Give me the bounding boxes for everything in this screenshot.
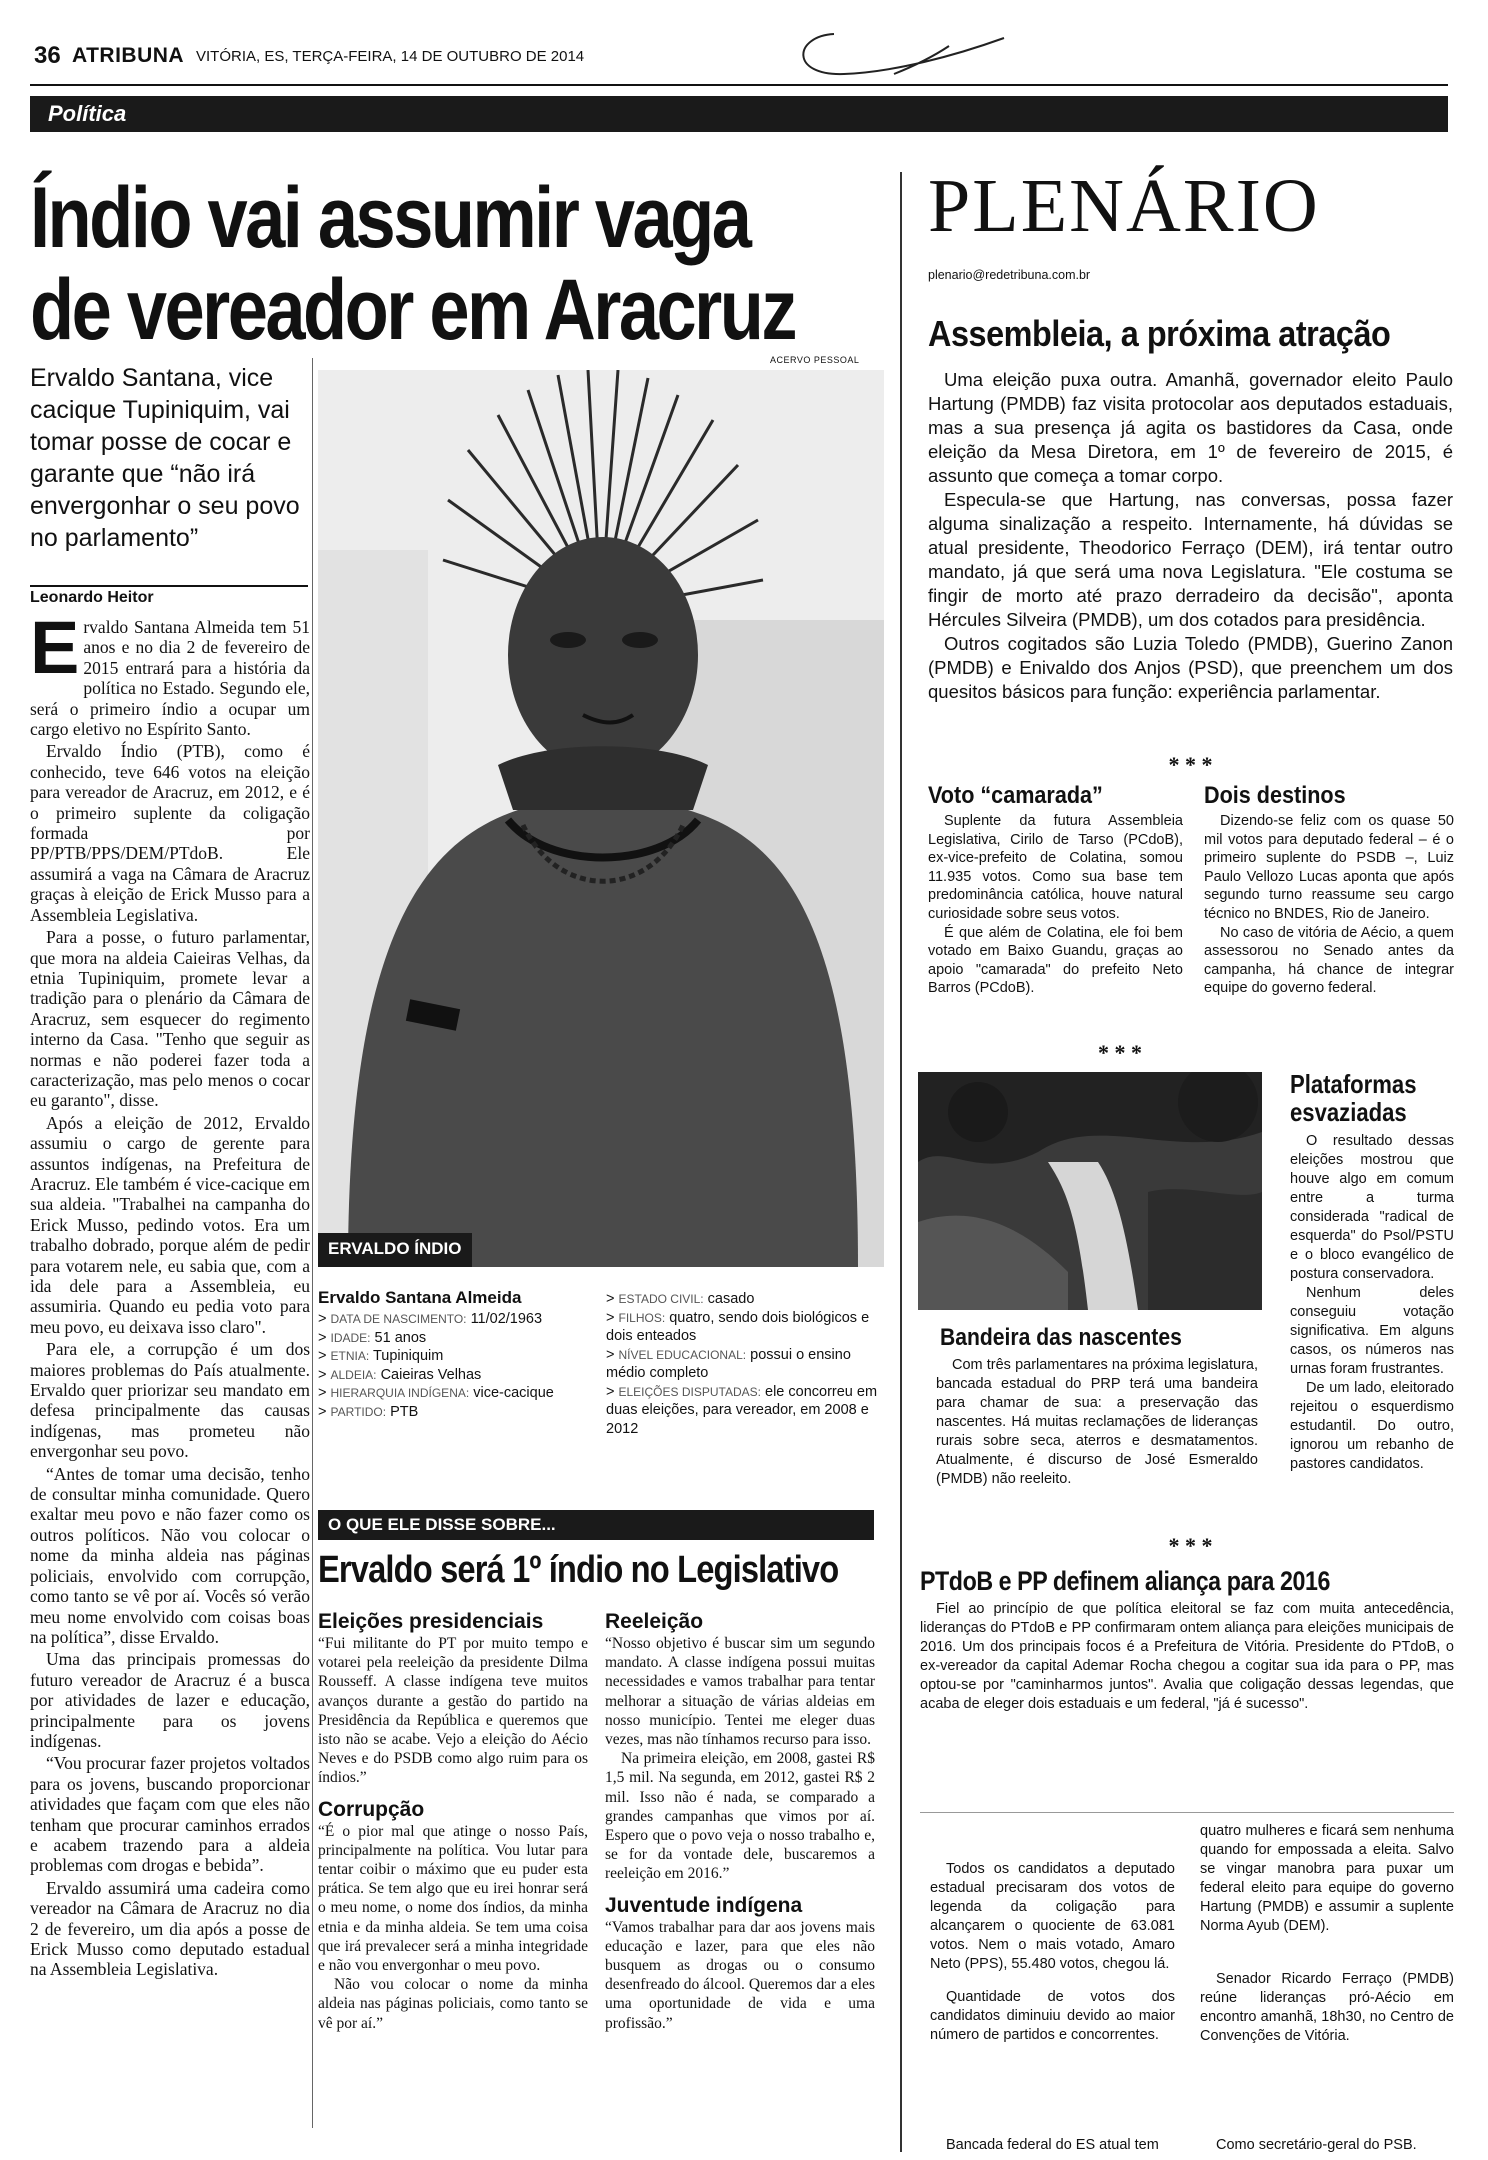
waterfall-photo <box>918 1072 1262 1310</box>
bottom-box-rule <box>920 1812 1454 1813</box>
column-divider <box>312 358 313 2128</box>
ptdob-paragraph: Fiel ao princípio de que política eleitoral se faz com muita antecedência, lideranças do PTdoB e PP confirmaram ontem aliança para eleições municipais de 2016. Um dos principais focos é a Prefeitura de Vitória. Presidente do PTdoB, o ex-vereador da capital Ademar Rocha chegou a cogitar sua ida para o PP, mas optou-se por "caminharmos juntos". Avalia que coligação dessas legendas, que acaba de eleger dois estaduais e um federal, "já é sucesso". <box>920 1601 1454 1712</box>
plenario-divider <box>900 172 902 2152</box>
profile-left <box>318 1310 598 1421</box>
profile-item: > DATA DE NASCIMENTO: 11/02/1963 <box>318 1311 543 1327</box>
plataformas-paragraph: De um lado, eleitorado rejeitou o esquerdismo estudantil. Do outro, ignorou um rebanho de pastores candidatos. <box>1290 1380 1454 1472</box>
said-paragraph: “Fui militante do PT por muito tempo e votarei pela reeleição da presidente Dilma Rousseff. A classe indígena teve muitos avanços durante a gestão do partido na Presidência da República e queremos que isto não se acabe. Vejo a eleição do Aécio Neves e do PSDB como algo ruim para os índios.” <box>318 1635 588 1787</box>
plataformas-title: Plataformas esvaziadas <box>1290 1069 1417 1127</box>
body-paragraph: Uma das principais promessas do futuro vereador de Aracruz é a busca por atividades de lazer e educação, principalmente para os jovens indígenas. <box>30 1649 310 1751</box>
separator-stars: * * * <box>1168 1533 1213 1558</box>
said-column-1 <box>318 1610 588 2033</box>
newspaper-name: ATRIBUNA <box>72 44 185 67</box>
separator-stars: * * * <box>1168 752 1213 777</box>
bottom-paragraph: quatro mulheres e ficará sem nenhuma quando for empossada a eleita. Salvo se vingar manobra para puxar um federal eleito para equipe do governo Hartung (PMDB) e assumir a suplente Norma Ayub (DEM). <box>1200 1823 1454 1934</box>
bandeira-paragraph: Com três parlamentares na próxima legislatura, bancada estadual do PRP terá uma bandeira para chamar de sua: a preservação das nascentes. Há muitas reclamações de lideranças rurais sobre seca, aterros e desmatamentos. Atualmente, é discurso de José Esmeraldo (PMDB) não reeleito. <box>936 1357 1258 1487</box>
voto-paragraph: É que além de Colatina, ele foi bem votado em Baixo Guandu, graças ao apoio "camarada" do prefeito Neto Barros (PCdoB). <box>928 924 1183 997</box>
bottom-box-left <box>930 1860 1175 1974</box>
main-headline <box>30 170 795 358</box>
page-header <box>34 40 1474 74</box>
bottom-paragraph: Todos os candidatos a deputado estadual precisaram dos votos de legenda da coligação para alcançarem o quociente de 63.081 votos. Nem o mais votado, Amaro Neto (PPS), 55.480 votos, chegou lá. <box>930 1861 1175 1972</box>
deck: Ervaldo Santana, vice cacique Tupiniquim, vai tomar posse de cocar e garante que “não irá envergonhar o seu povo no parlamento” <box>30 364 300 552</box>
body-paragraph: Após a eleição de 2012, Ervaldo assumiu o cargo de gerente para assuntos indígenas, na Prefeitura de Aracruz. Ele também é vice-cacique em sua aldeia. "Trabalhei na campanha do Erick Musso, pedindo votos. Era um trabalho dobrado, porque além de pedir para votarem nele, eu sabia que, com a ida dele para a Assembleia, eu assumiria. Quando eu pedia voto para meu povo, eu deixava isso claro". <box>30 1112 310 1337</box>
ptdob-body <box>920 1600 1454 1714</box>
bandeira-body <box>936 1356 1258 1489</box>
said-paragraph: “É o pior mal que atinge o nosso País, principalmente na política. Vou lutar para tentar coibir o máximo que eu puder esta prática. Se tem algo que eu irei honrar será o meu nome, o nome dos índios, da minha etnia e da minha aldeia. Se tem uma coisa que irá prevalecer será a minha integridade e não vou envergonhar o meu povo. <box>318 1822 588 1975</box>
said-paragraph: Não vou colocar o nome da minha aldeia nas páginas policiais, como tanto se vê por aí.” <box>318 1976 588 2032</box>
said-title: Corrupção <box>318 1797 425 1821</box>
profile-item: > FILHOS: quatro, sendo dois biológicos e dois enteados <box>606 1309 870 1344</box>
dateline: VITÓRIA, ES, TERÇA-FEIRA, 14 DE OUTUBRO DE 2014 <box>196 48 585 65</box>
said-title: Reeleição <box>605 1610 704 1633</box>
profile-item: > NÍVEL EDUCACIONAL: possui o ensino médio completo <box>606 1346 851 1381</box>
profile-name: Ervaldo Santana Almeida <box>318 1288 522 1307</box>
lead-title: Assembleia, a próxima atração <box>928 313 1391 354</box>
body-paragraph: “Vou procurar fazer projetos voltados para os jovens, buscando proporcionar atividades que façam com que eles não tenham que procurar caminhos errados e acabem trazendo para a aldeia problemas com drogas e bebida”. <box>30 1753 310 1876</box>
profile-item: > PARTIDO: PTB <box>318 1403 419 1420</box>
bottom-paragraph: Como secretário-geral do PSB. <box>1216 2137 1417 2153</box>
lead-paragraph: Ervaldo Santana Almeida tem 51 anos e no dia 2 de fevereiro de 2015 entrará para a história da política no Estado. Segundo ele, será o primeiro índio a ocupar um cargo eletivo no Espírito Santo. <box>30 606 310 740</box>
lead-paragraph: Uma eleição puxa outra. Amanhã, governador eleito Paulo Hartung (PMDB) faz visita protocolar aos deputados estaduais, mas a sua presença já agita os bastidores da Casa, onde eleição da Mesa Diretora, em 1º de fevereiro de 2015, é assunto que começa a tomar corpo. <box>928 369 1453 486</box>
plenario-email: plenario@redetribuna.com.br <box>928 268 1091 282</box>
profile-item: > ESTADO CIVIL: casado <box>606 1291 755 1307</box>
lead-paragraph: Especula-se que Hartung, nas conversas, possa fazer alguma sinalização a respeito. Internamente, há dúvidas se atual presidente, Theodorico Ferraço (DEM), irá tentar outro mandato, já que será uma nova Legislatura. "Ele costuma se fingir de morto até prazo derradeiro da decisão", aponta Hércules Silveira (PMDB), um dos cotados para presidência. <box>928 489 1453 630</box>
bottom-paragraph: Quantidade de votos dos candidatos diminuiu devido ao maior número de partidos e concorrentes. <box>930 1989 1175 2043</box>
ptdob-title: PTdoB e PP definem aliança para 2016 <box>920 1566 1330 1596</box>
bottom-paragraph: Bancada federal do ES atual tem <box>946 2137 1159 2153</box>
handwritten-mark-icon <box>774 26 1014 86</box>
said-banner-label: O QUE ELE DISSE SOBRE... <box>328 1515 556 1534</box>
section-bar <box>30 96 1448 132</box>
voto-body <box>928 812 1183 998</box>
said-paragraph: Na primeira eleição, em 2008, gastei R$ 1,5 mil. Na segunda, em 2012, gastei R$ 2 mil. Isso não é nada, se comparado a grandes campanhas que vimos por aí. Espero que o povo veja o nosso trabalho e, se for da vontade dele, buscaremos a reeleição em 2016.” <box>605 1750 875 1883</box>
profile-item: > ETNIA: Tupiniquim <box>318 1348 444 1364</box>
bandeira-title: Bandeira das nascentes <box>940 1324 1182 1351</box>
profile-item: > ALDEIA: Caieiras Velhas <box>318 1366 482 1383</box>
said-paragraph: “Nosso objetivo é buscar sim um segundo mandato. A classe indígena possui muitas necessidades e vamos trabalhar para tentar melhorar a situação de várias aldeias em nosso município. Tentei me eleger duas vezes, mas não tínhamos recurso para isso. <box>605 1635 875 1749</box>
body-paragraph: Para a posse, o futuro parlamentar, que mora na aldeia Caieiras Velhas, da etnia Tupiniquim, promete levar a tradição para o plenário da Câmara de Aracruz, sem esquecer do regimento interno da Casa. "Tenho que seguir as normas e não poderei fazer toda a caracterização, mas pelo menos o cocar eu garanto", disse. <box>30 927 310 1111</box>
article-body <box>30 606 310 1982</box>
profile-item: > IDADE: 51 anos <box>318 1329 427 1346</box>
dois-title: Dois destinos <box>1204 782 1346 809</box>
dois-paragraph: No caso de vitória de Aécio, a quem assessorou no Senado antes da campanha, há chance de integrar equipe do governo federal. <box>1204 924 1454 997</box>
body-paragraph: Ervaldo Índio (PTB), como é conhecido, teve 646 votos na eleição para vereador de Aracruz, em 2012, e é o primeiro suplente da coligação formada por PP/PTB/PPS/DEM/PTdoB. Ele assumirá a vaga na Câmara de Aracruz graças à eleição de Erick Musso para a Assembleia Legislativa. <box>30 741 310 925</box>
bottom-box-right-3 <box>1200 2136 1454 2155</box>
portrait-illustration <box>318 370 884 1267</box>
said-paragraph: “Vamos trabalhar para dar aos jovens mais educação e lazer, para que eles não busquem as drogas ou o consumo desenfreado do álcool. Queremos dar a eles uma oportunidade de vida e uma profissão.” <box>605 1918 875 2032</box>
byline: Leonardo Heitor <box>30 589 154 606</box>
headline-line-2: de vereador em Aracruz <box>30 262 795 358</box>
body-paragraph: Para ele, a corrupção é um dos maiores problemas do País atualmente. Ervaldo quer priorizar seu mandato em defesa principalmente das causas indígenas, mas prometeu não envergonhar seu povo. <box>30 1339 310 1462</box>
bottom-box-left-3 <box>930 2136 1175 2155</box>
header-rule <box>30 84 1448 86</box>
section-label: Política <box>48 101 127 126</box>
said-column-2 <box>605 1610 875 2033</box>
voto-paragraph: Suplente da futura Assembleia Legislativa, Cirilo de Tarso (PCdoB), ex-vice-prefeito de Colatina, somou 11.935 votos. Como sua base tem predominância católica, houve natural curiosidade sobre seus votos. <box>928 813 1183 922</box>
said-headline: Ervaldo será 1º índio no Legislativo <box>318 1549 839 1591</box>
said-title: Eleições presidenciais <box>318 1610 544 1633</box>
photo-caption: ERVALDO ÍNDIO <box>318 1233 472 1267</box>
bottom-box-right <box>1200 1822 1454 1936</box>
dropcap: E <box>30 606 80 689</box>
lead-paragraph: Outros cogitados são Luzia Toledo (PMDB), Guerino Zanon (PMDB) e Enivaldo dos Anjos (PSD), que preenchem um dos quesitos básicos para função: experiência parlamentar. <box>928 633 1453 702</box>
bottom-box-right-2 <box>1200 1970 1454 2046</box>
plataformas-paragraph: Nenhum deles conseguiu votação significativa. Em alguns casos, os números nas urnas foram frustrantes. <box>1290 1285 1454 1377</box>
said-title: Juventude indígena <box>605 1893 803 1917</box>
waterfall-illustration <box>918 1072 1262 1310</box>
plenario-title: PLENÁRIO <box>928 164 1320 248</box>
said-banner <box>318 1510 874 1540</box>
voto-title: Voto “camarada” <box>928 782 1103 809</box>
deck-rule <box>30 585 308 587</box>
lead-body <box>928 368 1453 704</box>
portrait-photo <box>318 370 884 1267</box>
dois-body <box>1204 812 1454 998</box>
bottom-box-left-2 <box>930 1988 1175 2045</box>
page-number: 36 <box>34 42 61 69</box>
plataformas-body <box>1290 1132 1454 1474</box>
profile-item: > ELEIÇÕES DISPUTADAS: ele concorreu em duas eleições, para vereador, em 2008 e 2012 <box>606 1383 878 1437</box>
headline-line-1: Índio vai assumir vaga <box>30 170 750 266</box>
dois-paragraph: Dizendo-se feliz com os quase 50 mil votos para deputado federal – é o primeiro suplente do PSDB –, Luiz Paulo Vellozo Lucas aponta que após segundo turno reassume seu cargo técnico no BNDES, Rio de Janeiro. <box>1204 813 1454 922</box>
profile-right <box>606 1290 878 1438</box>
plataformas-paragraph: O resultado dessas eleições mostrou que houve algo em comum entre a turma considerada "radical de esquerda" do Psol/PSTU e o bloco evangélico de postura conservadora. <box>1290 1133 1454 1282</box>
body-paragraph: “Antes de tomar uma decisão, tenho de consultar minha comunidade. Quero exaltar meu povo e não fazer como os outros políticos. Não vou colocar o nome da minha aldeia nas páginas policiais, envolvido com corrupção, como tanto se vê por aí. Vocês só verão meu nome envolvido com coisas boas na política”, disse Ervaldo. <box>30 1463 310 1647</box>
profile-item: > HIERARQUIA INDÍGENA: vice-cacique <box>318 1385 554 1401</box>
separator-stars: * * * <box>1098 1040 1142 1065</box>
photo-credit: ACERVO PESSOAL <box>770 355 860 365</box>
body-paragraph: Ervaldo assumirá uma cadeira como vereador na Câmara de Aracruz no dia 2 de fevereiro, um dia após a posse de Erick Musso como deputado estadual na Assembleia Legislativa. <box>30 1877 310 1980</box>
bottom-paragraph: Senador Ricardo Ferraço (PMDB) reúne lideranças pró-Aécio em encontro amanhã, 18h30, no Centro de Convenções de Vitória. <box>1200 1971 1454 2044</box>
